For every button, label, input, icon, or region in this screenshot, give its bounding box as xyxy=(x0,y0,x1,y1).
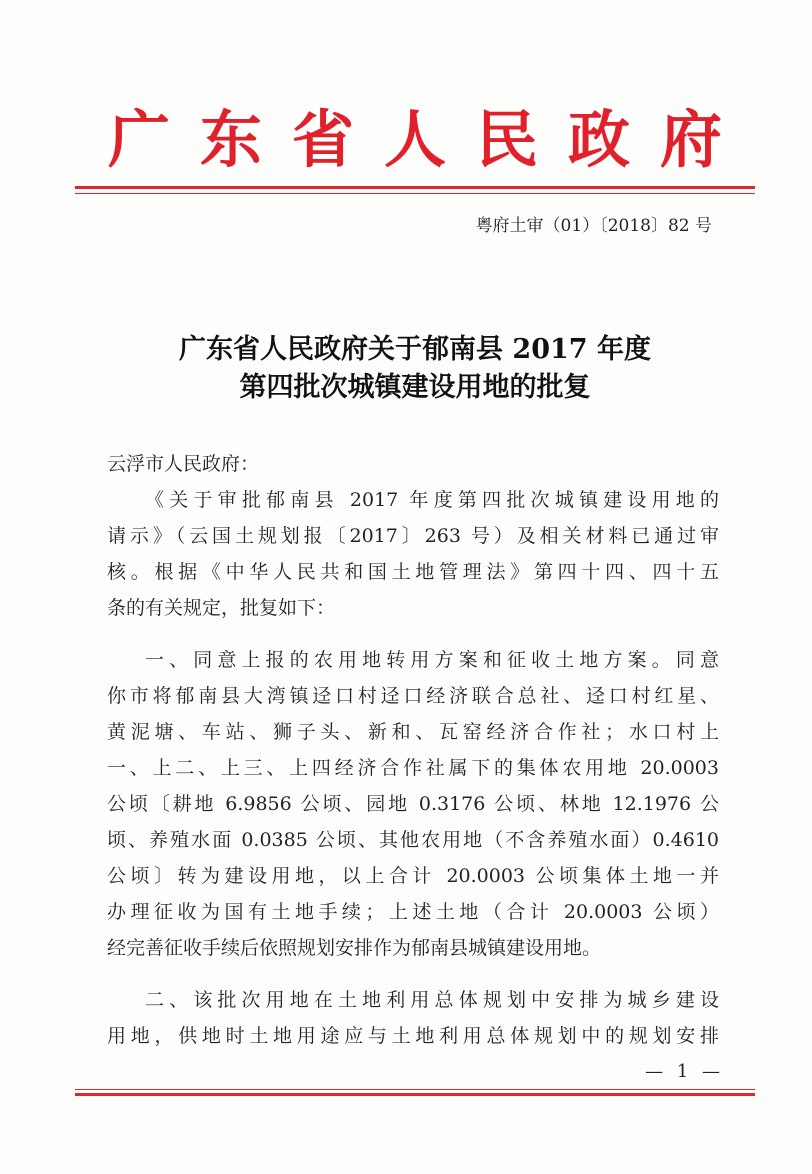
footer-rule-thin xyxy=(75,1089,755,1090)
page-number: — 1 — xyxy=(645,1061,724,1082)
body-line: 办理征收为国有土地手续；上述土地（合计 20.0003 公顷） xyxy=(107,901,719,923)
body-line: 公顷〕转为建设用地，以上合计 20.0003 公顷集体土地一并 xyxy=(107,865,719,887)
document-number: 粤府土审（01）〔2018〕82 号 xyxy=(475,216,712,236)
footer-rule-thick xyxy=(75,1093,755,1096)
body-line: 《关于审批郁南县 2017 年度第四批次城镇建设用地的 xyxy=(145,489,719,511)
body-line: 条的有关规定，批复如下： xyxy=(107,597,336,619)
masthead-rule-thin xyxy=(75,193,755,194)
addressee: 云浮市人民政府： xyxy=(107,453,260,475)
body-line: 一、上二、上三、上四经济合作社属下的集体农用地 20.0003 xyxy=(107,757,719,779)
body-line: 黄泥塘、车站、狮子头、新和、瓦窑经济合作社；水口村上 xyxy=(107,721,719,743)
document-title-line-1: 广东省人民政府关于郁南县 2017 年度 xyxy=(179,334,651,365)
body-line: 二、该批次用地在土地利用总体规划中安排为城乡建设 xyxy=(145,989,719,1011)
government-masthead: 广东省人民政府 xyxy=(107,103,752,176)
body-line: 顷、养殖水面 0.0385 公顷、其他农用地（不含养殖水面）0.4610 xyxy=(107,829,719,851)
body-line: 用地，供地时土地用途应与土地利用总体规划中的规划安排 xyxy=(107,1025,719,1047)
document-title-line-2: 第四批次城镇建设用地的批复 xyxy=(239,372,591,403)
body-line: 公顷〔耕地 6.9856 公顷、园地 0.3176 公顷、林地 12.1976 公 xyxy=(107,793,719,815)
body-line: 请示》（云国土规划报〔2017〕263 号）及相关材料已通过审 xyxy=(107,525,719,547)
body-line: 一、同意上报的农用地转用方案和征收土地方案。同意 xyxy=(145,649,719,671)
body-line: 经完善征收手续后依照规划安排作为郁南县城镇建设用地。 xyxy=(107,937,602,959)
masthead-rule-thick xyxy=(75,186,755,189)
body-line: 核。根据《中华人民共和国土地管理法》第四十四、四十五 xyxy=(107,561,719,583)
body-line: 你市将郁南县大湾镇迳口村迳口经济联合总社、迳口村红星、 xyxy=(107,685,719,707)
